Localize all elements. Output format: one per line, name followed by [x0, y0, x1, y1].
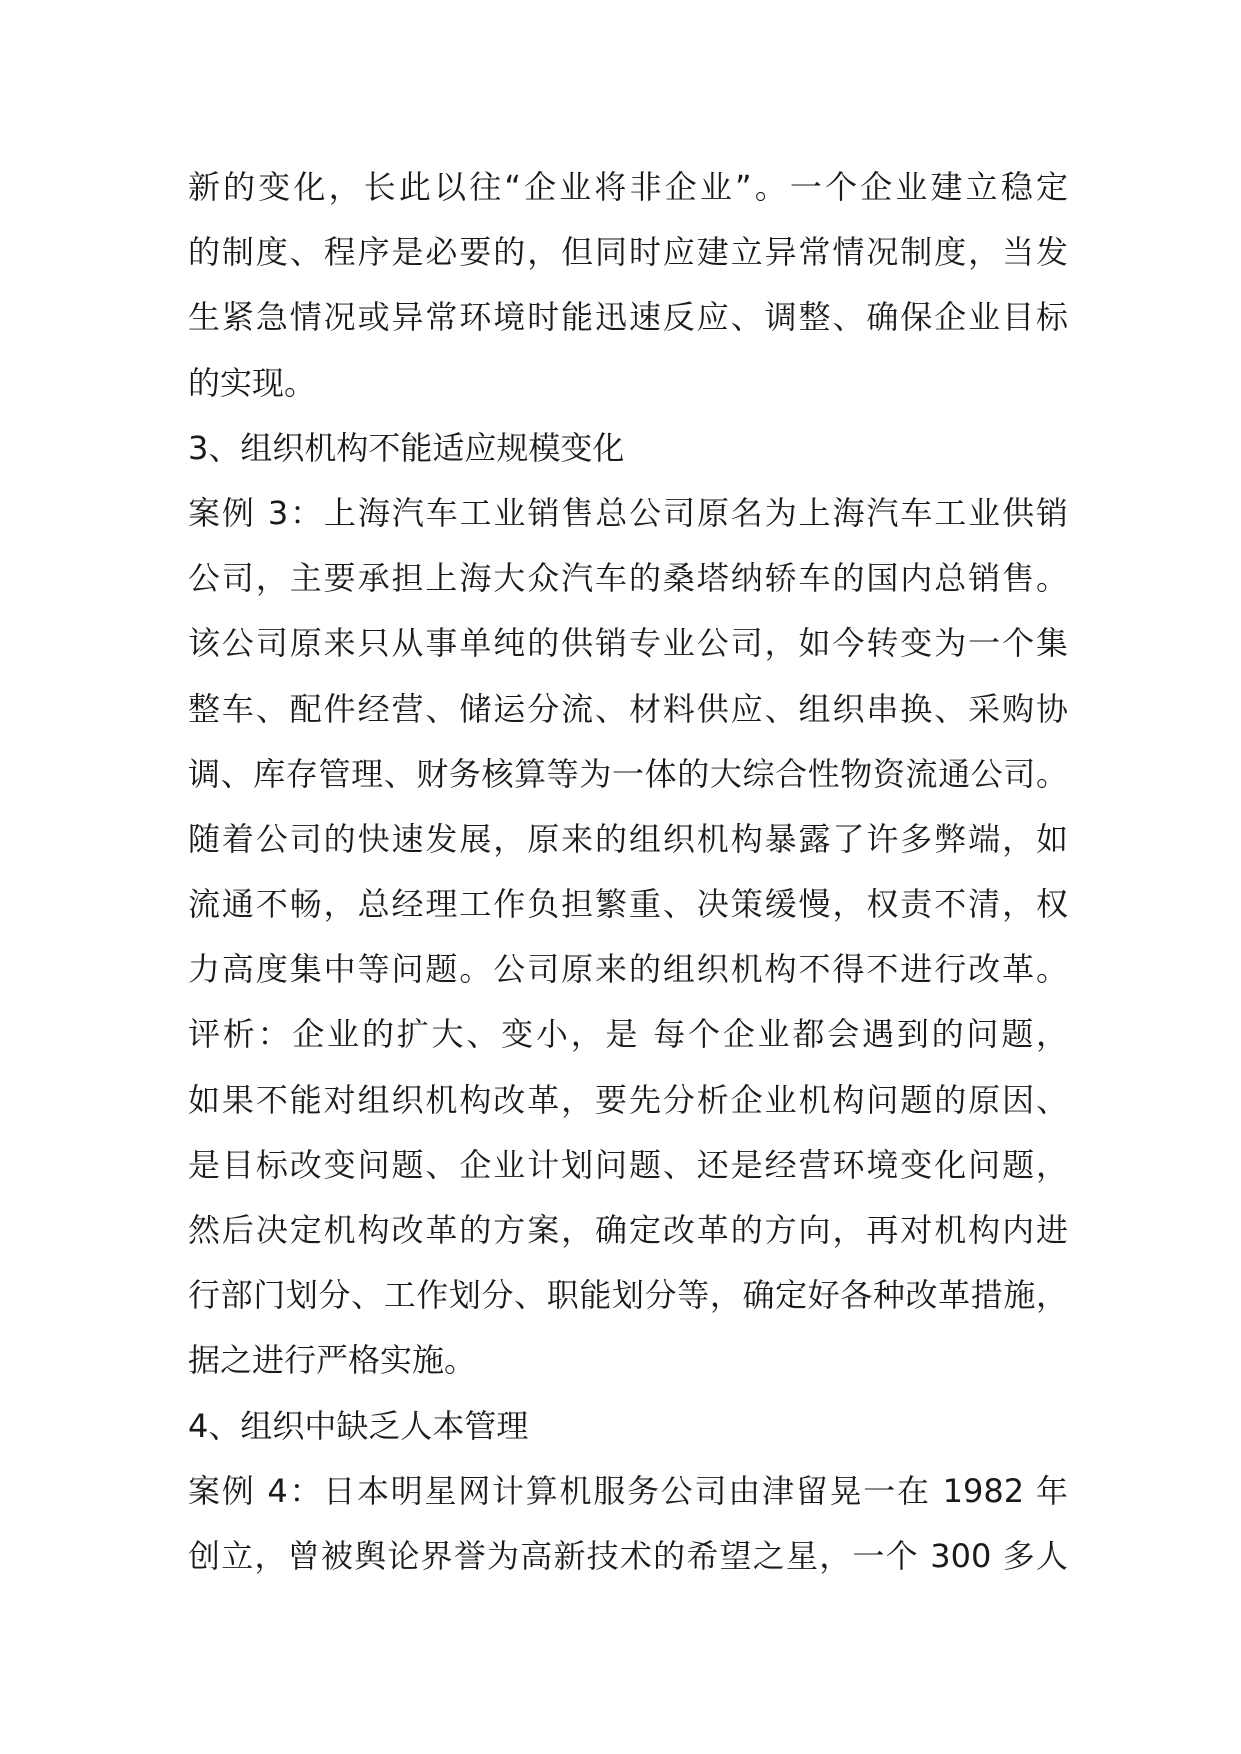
text-line: 如果不能对组织机构改革，要先分析企业机构问题的原因、 — [188, 1080, 1068, 1119]
text-line: 该公司原来只从事单纯的供销专业公司，如今转变为一个集 — [188, 624, 1068, 663]
text-line: 生紧急情况或异常环境时能迅速反应、调整、确保企业目标 — [188, 298, 1068, 337]
body-text — [188, 155, 1068, 1589]
text-line: 的实现。 — [188, 363, 317, 402]
text-line: 新的变化，长此以往“企业将非企业”。一个企业建立稳定 — [188, 168, 1068, 206]
text-line: 据之进行严格实施。 — [188, 1341, 477, 1380]
text-line: 随着公司的快速发展，原来的组织机构暴露了许多弊端，如 — [188, 819, 1068, 858]
text-line: 案例 4：日本明星网计算机服务公司由津留晃一在 1982 年 — [188, 1471, 1068, 1510]
text-line: 公司，主要承担上海大众汽车的桑塔纳轿车的国内总销售。 — [188, 559, 1068, 598]
text-line: 流通不畅，总经理工作负担繁重、决策缓慢，权责不清，权 — [188, 885, 1068, 924]
text-line: 创立，曾被舆论界誉为高新技术的希望之星，一个 300 多人 — [188, 1536, 1068, 1575]
text-line: 4、组织中缺乏人本管理 — [188, 1406, 529, 1445]
text-line: 的制度、程序是必要的，但同时应建立异常情况制度，当发 — [188, 233, 1068, 272]
text-line: 行部门划分、工作划分、职能划分等，确定好各种改革措施， — [188, 1276, 1068, 1315]
text-line: 调、库存管理、财务核算等为一体的大综合性物资流通公司。 — [188, 754, 1068, 793]
text-line: 3、组织机构不能适应规模变化 — [188, 428, 625, 467]
text-line: 评析：企业的扩大、变小，是 每个企业都会遇到的问题， — [188, 1015, 1068, 1054]
text-line: 然后决定机构改革的方案，确定改革的方向，再对机构内进 — [188, 1211, 1068, 1249]
text-line: 案例 3：上海汽车工业销售总公司原名为上海汽车工业供销 — [188, 493, 1068, 532]
text-line: 力高度集中等问题。公司原来的组织机构不得不进行改革。 — [188, 950, 1068, 989]
text-line: 是目标改变问题、企业计划问题、还是经营环境变化问题， — [188, 1145, 1068, 1184]
text-line: 整车、配件经营、储运分流、材料供应、组织串换、采购协 — [188, 689, 1068, 728]
